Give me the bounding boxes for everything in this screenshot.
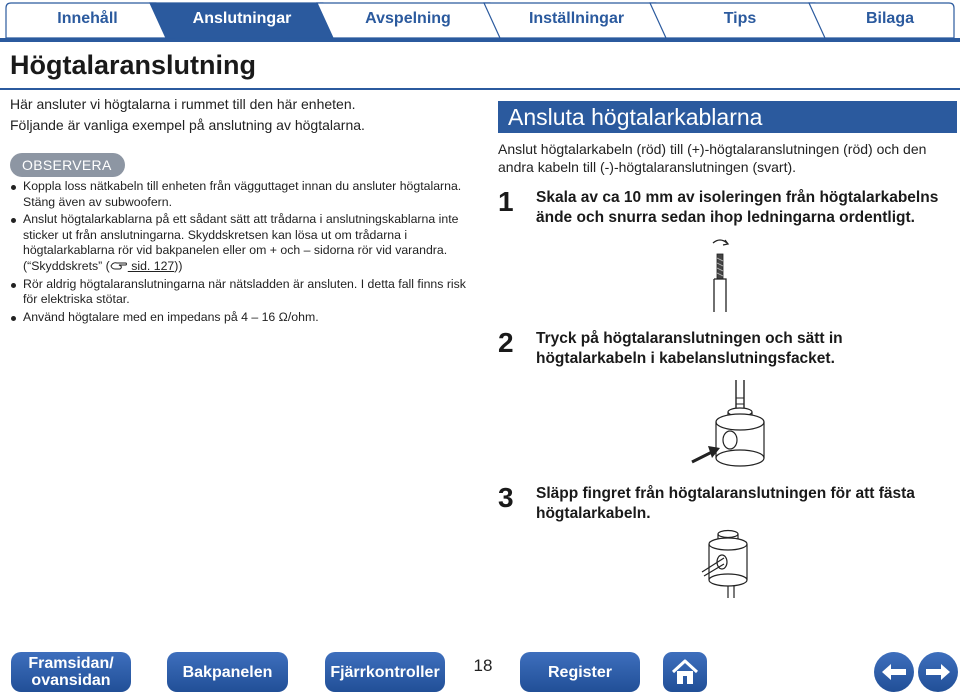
arrow-right-icon [924,662,952,682]
list-item: Rör aldrig högtalaranslutningarna när nätsladden är ansluten. I detta fall finns risk för elektriska stötar. [10,277,475,308]
page-title: Högtalaranslutning [10,50,257,80]
observera-badge: OBSERVERA [10,153,125,177]
step-number-3: 3 [498,482,514,513]
step-number-1: 1 [498,186,514,217]
cable-twist-illustration [690,234,750,314]
tab-avspelning[interactable]: Avspelning [365,10,451,27]
terminal-press-illustration [690,378,790,470]
bullet-icon [11,283,16,288]
list-item: Anslut högtalarkablarna på ett sådant sätt att trådarna i anslutningskablarna inte sticker ut från anslutningarna. Skyddskretsen kan lösa ut om trådarna i högtalarkablarna rör vid bakpanelen eller om + och – sidorna rör vid varandra. (“Skyddskrets” ( sid. 127)) [10,212,475,274]
arrow-left-icon [880,662,908,682]
step-text-3: Släpp fingret från högtalaranslutningen för att fästa högtalarkabeln. [536,485,915,522]
section-title: Ansluta högtalarkablarna [498,101,957,133]
bullet-icon [11,218,16,223]
home-icon [670,658,700,686]
tab-tips[interactable]: Tips [723,10,757,27]
list-item: Koppla loss nätkabeln till enheten från vägguttaget innan du ansluter högtalarna. Stäng även av subwoofern. [10,179,473,210]
section-description: Anslut högtalarkabeln (röd) till (+)-högtalaranslutningen (röd) och den andra kabeln till (-)-högtalaranslutningen (svart). [498,141,927,175]
rear-panel-button[interactable]: Bakpanelen [167,652,288,692]
list-item: Använd högtalare med en impedans på 4 – 16 Ω/ohm. [10,310,475,326]
observera-list [10,179,475,327]
tab-installningar[interactable]: Inställningar [528,10,625,27]
reference-suffix: )) [174,258,183,273]
terminal-release-illustration [700,526,760,600]
tab-anslutningar[interactable]: Anslutningar [192,10,292,27]
step-number-2: 2 [498,327,514,358]
step-text-1: Skala av ca 10 mm av isoleringen från högtalarkabelns ände och snurra sedan ihop ledningarna ordentligt. [536,189,939,226]
title-divider [0,88,960,90]
front-top-panel-button[interactable]: Framsidan/ ovansidan [11,652,131,692]
tab-bilaga[interactable]: Bilaga [865,10,914,27]
bullet-icon [11,185,16,190]
reference-prefix: (“Skyddskrets” ( [23,258,110,273]
page-number: 18 [473,656,493,675]
intro-line-1: Här ansluter vi högtalarna i rummet till den här enheten. [10,96,356,112]
remote-control-button[interactable]: Fjärrkontroller [325,652,445,692]
index-button[interactable]: Register [520,652,640,692]
forward-button[interactable] [918,652,958,692]
intro-line-2: Följande är vanliga exempel på anslutning av högtalarna. [10,117,365,133]
page-reference-link[interactable]: sid. 127 [127,258,175,273]
bullet-icon [11,316,16,321]
pointing-hand-icon [110,260,128,271]
top-tab-bar [0,0,960,42]
back-button[interactable] [874,652,914,692]
tab-innehall[interactable]: Innehåll [57,10,118,27]
home-button[interactable] [663,652,707,692]
step-text-2: Tryck på högtalaranslutningen och sätt in högtalarkabeln i kabelanslutningsfacket. [536,330,843,367]
